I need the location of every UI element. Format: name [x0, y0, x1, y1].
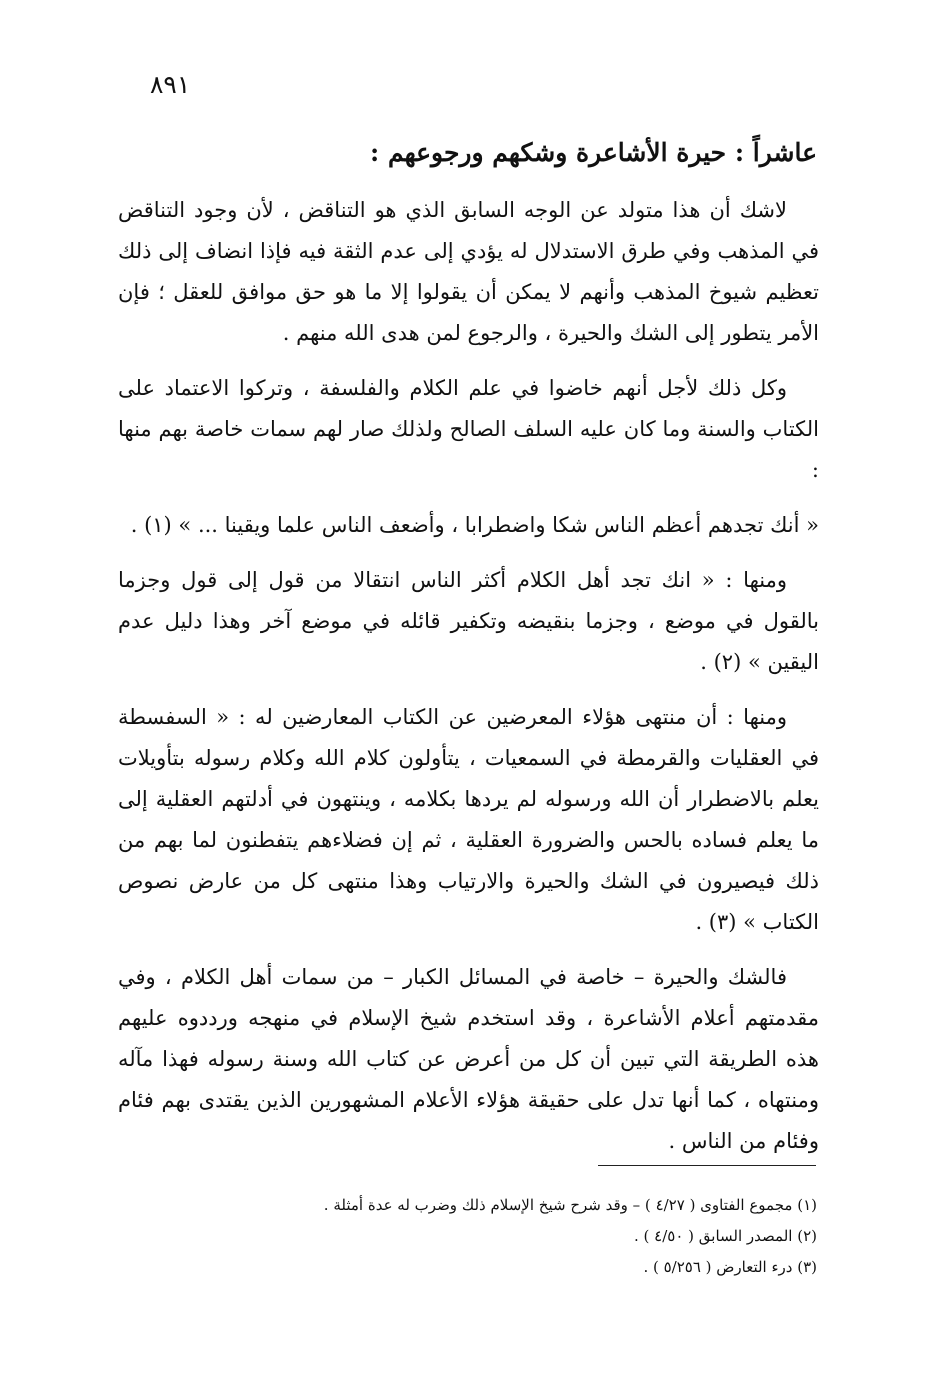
footnote: (١) مجموع الفتاوى ( ٤/٢٧ ) – وقد شرح شيخ الإسلام ذلك وضرب له عدة أمثلة .: [323, 1196, 817, 1214]
footnote-divider: [598, 1165, 816, 1166]
section-heading: عاشراً : حيرة الأشاعرة وشكهم ورجوعهم :: [370, 138, 817, 167]
paragraph: فالشك والحيرة – خاصة في المسائل الكبار – من سمات أهل الكلام ، وفي مقدمتهم أعلام الأشاعرة ، وقد استخدم شيخ الإسلام في منهجه ورددوه عليهم هذه الطريقة التي تبين أن كل من أعرض عن كتاب الله وسنة رسوله فهذا مآله ومنتهاه ، كما أنها تدل على حقيقة هؤلاء الأعلام المشهورين الذين يقتدى بهم فئام وفئام من الناس .: [118, 965, 819, 1153]
footnote: (٣) درء التعارض ( ٥/٢٥٦ ) .: [643, 1258, 817, 1276]
page-number: ٨٩١: [150, 70, 191, 99]
footnote: (٢) المصدر السابق ( ٤/٥٠ ) .: [634, 1227, 817, 1245]
quote-paragraph: « أنك تجدهم أعظم الناس شكا واضطرابا ، وأضعف الناس علما ويقينا ... » (١) .: [130, 513, 819, 537]
footnotes: [150, 1190, 817, 1283]
body-text: [118, 190, 819, 1176]
paragraph: ومنها : « انك تجد أهل الكلام أكثر الناس انتقالا من قول إلى قول وجزما بالقول في موضع ، وجزما بنقيضه وتكفير قائله في موضع آخر وهذا دليل عدم اليقين » (٢) .: [118, 568, 819, 674]
paragraph: ومنها : أن منتهى هؤلاء المعرضين عن الكتاب المعارضين له : « السفسطة في العقليات والقرمطة في السمعيات ، يتأولون كلام الله وكلام رسوله بتأويلات يعلم بالاضطرار أن الله ورسوله لم يردها بكلامه ، وينتهون في أدلتهم العقلية إلى ما يعلم فساده بالحس والضرورة العقلية ، ثم إن فضلاءهم يتفطنون لما بهم من ذلك فيصيرون في الشك والحيرة والارتياب وهذا منتهى كل من عارض نصوص الكتاب » (٣) .: [118, 705, 819, 934]
paragraph: وكل ذلك لأجل أنهم خاضوا في علم الكلام والفلسفة ، وتركوا الاعتماد على الكتاب والسنة وما كان عليه السلف الصالح ولذلك صار لهم سمات خاصة بهم منها :: [118, 376, 819, 482]
paragraph: لاشك أن هذا متولد عن الوجه السابق الذي هو التناقض ، لأن وجود التناقض في المذهب وفي طرق الاستدلال له يؤدي إلى عدم الثقة فيه فإذا انضاف إلى ذلك تعظيم شيوخ المذهب وأنهم لا يمكن أن يقولوا إلا ما هو حق موافق للعقل ؛ فإن الأمر يتطور إلى الشك والحيرة ، والرجوع لمن هدى الله منهم .: [118, 198, 819, 345]
